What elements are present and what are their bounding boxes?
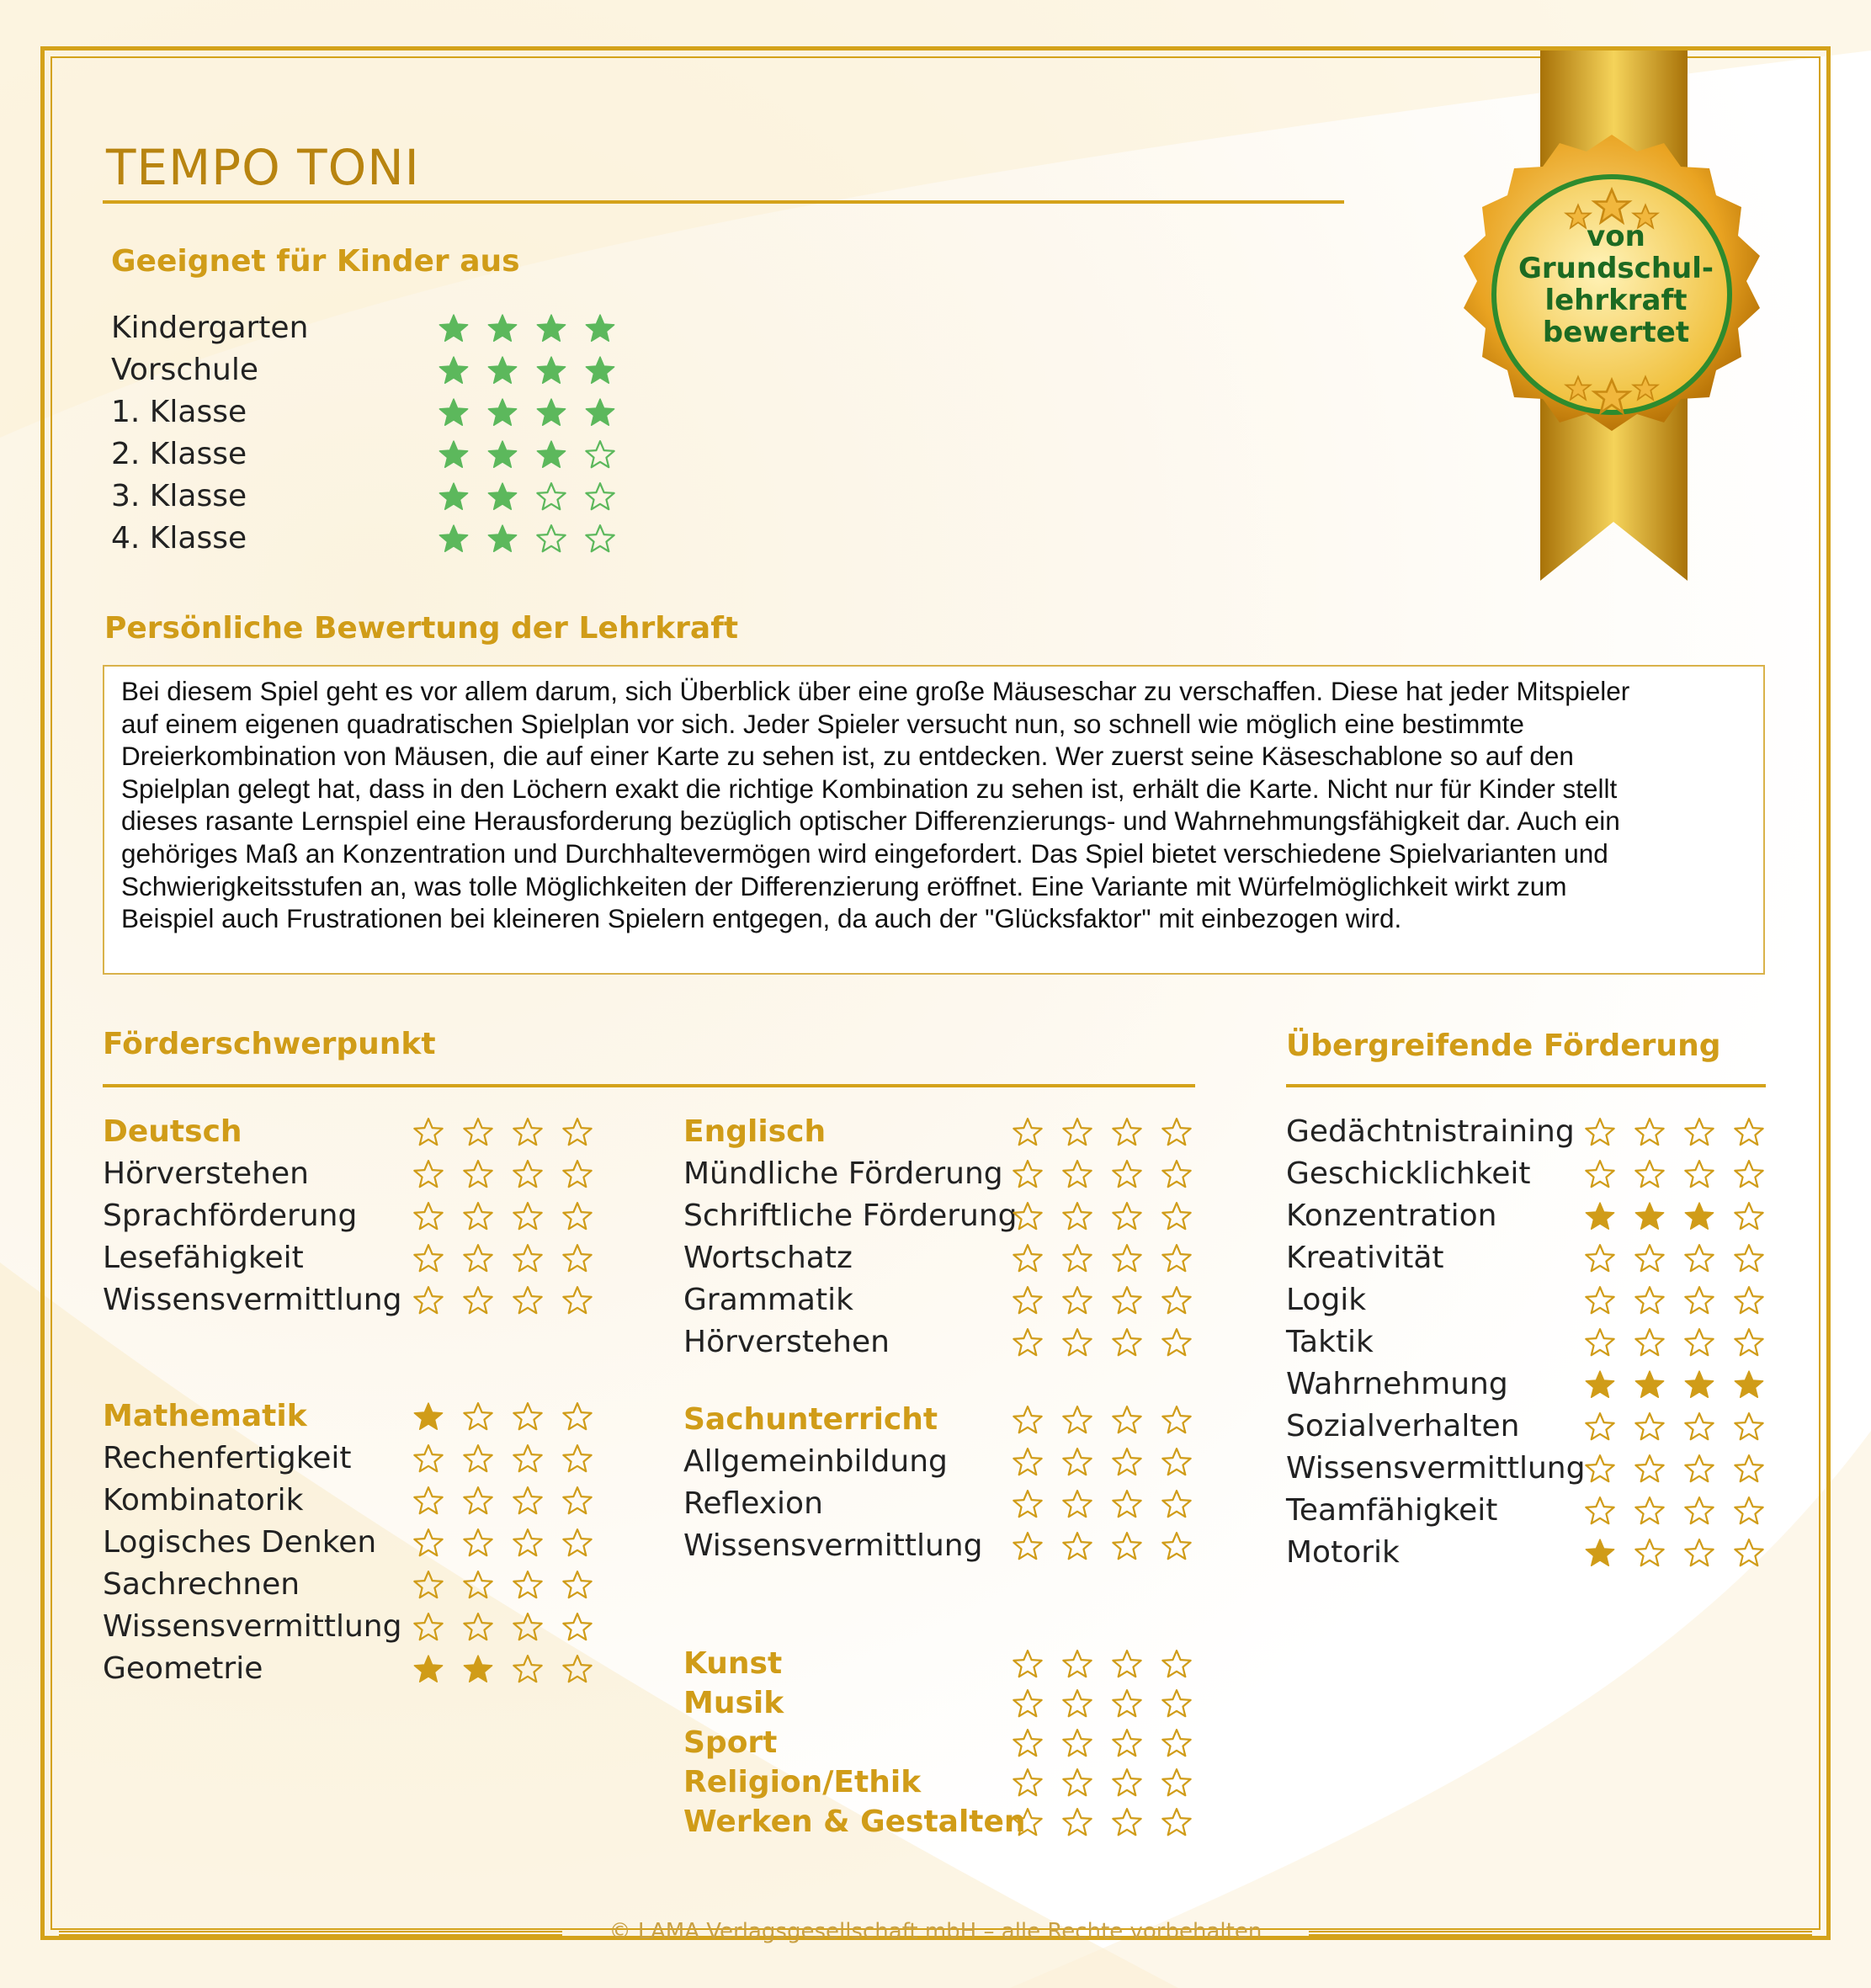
star-rating — [1012, 1399, 1210, 1441]
footer-copyright: © LAMA Verlagsgesellschaft mbH – alle Rechte vorbehalten — [609, 1919, 1262, 1944]
star-empty-icon — [512, 1569, 544, 1601]
review-text — [121, 675, 1737, 935]
star-filled-icon — [486, 312, 518, 344]
category-heading: Religion/Ethik — [683, 1765, 922, 1799]
star-empty-icon — [1111, 1488, 1143, 1520]
star-empty-icon — [561, 1284, 593, 1316]
star-filled-icon — [584, 396, 616, 428]
review-heading: Persönliche Bewertung der Lehrkraft — [104, 611, 739, 646]
foerder-underline — [103, 1084, 1195, 1087]
star-empty-icon — [561, 1485, 593, 1517]
star-filled-icon — [1584, 1200, 1616, 1232]
category-heading: Deutsch — [103, 1114, 242, 1149]
star-filled-icon — [1683, 1369, 1715, 1401]
star-filled-icon — [486, 396, 518, 428]
star-empty-icon — [462, 1443, 494, 1475]
star-rating — [412, 1522, 611, 1564]
star-rating — [1584, 1237, 1783, 1279]
star-empty-icon — [1012, 1727, 1044, 1759]
star-empty-icon — [512, 1158, 544, 1190]
star-empty-icon — [412, 1284, 444, 1316]
star-empty-icon — [1111, 1767, 1143, 1799]
star-empty-icon — [512, 1116, 544, 1148]
rating-label: Grammatik — [683, 1283, 853, 1317]
rating-label: Wissensvermittlung — [683, 1528, 983, 1563]
star-empty-icon — [412, 1611, 444, 1643]
star-filled-icon — [1634, 1369, 1666, 1401]
rating-label: Kreativität — [1286, 1241, 1444, 1275]
star-empty-icon — [1584, 1242, 1616, 1274]
star-rating — [1012, 1525, 1210, 1567]
star-empty-icon — [561, 1611, 593, 1643]
star-empty-icon — [1111, 1404, 1143, 1436]
star-rating — [1012, 1321, 1210, 1363]
rating-label: Hörverstehen — [683, 1325, 890, 1359]
page-title: TEMPO TONI — [106, 139, 420, 196]
rating-label: Sachrechnen — [103, 1567, 300, 1602]
star-empty-icon — [1733, 1326, 1765, 1358]
star-empty-icon — [1061, 1530, 1093, 1562]
review-line: gehöriges Maß an Konzentration und Durchhaltevermögen wird eingefordert. Das Spiel bietet verschiedene Spielvarianten und — [121, 837, 1608, 869]
star-empty-icon — [1161, 1488, 1193, 1520]
rating-label: Sprachförderung — [103, 1199, 358, 1233]
star-empty-icon — [1634, 1326, 1666, 1358]
star-rating — [1584, 1111, 1783, 1153]
age-label: 4. Klasse — [111, 521, 247, 555]
star-rating — [1584, 1406, 1783, 1448]
star-empty-icon — [412, 1485, 444, 1517]
star-empty-icon — [462, 1401, 494, 1433]
star-empty-icon — [1061, 1158, 1093, 1190]
uebergreifend-underline — [1286, 1084, 1766, 1087]
star-empty-icon — [1012, 1488, 1044, 1520]
title-underline — [103, 200, 1344, 204]
star-empty-icon — [1012, 1116, 1044, 1148]
star-rating — [438, 307, 633, 349]
star-empty-icon — [1061, 1284, 1093, 1316]
star-empty-icon — [1111, 1116, 1143, 1148]
star-empty-icon — [1584, 1495, 1616, 1527]
star-rating — [412, 1395, 611, 1438]
rating-label: Taktik — [1286, 1325, 1374, 1359]
star-empty-icon — [561, 1242, 593, 1274]
star-empty-icon — [1161, 1648, 1193, 1680]
star-filled-icon — [486, 481, 518, 513]
star-filled-icon — [535, 312, 567, 344]
star-filled-icon — [535, 439, 567, 470]
star-filled-icon — [438, 312, 470, 344]
star-empty-icon — [1733, 1453, 1765, 1485]
star-empty-icon — [1161, 1158, 1193, 1190]
star-filled-icon — [438, 439, 470, 470]
star-empty-icon — [1733, 1284, 1765, 1316]
star-rating — [1584, 1279, 1783, 1321]
star-empty-icon — [1161, 1446, 1193, 1478]
star-empty-icon — [561, 1158, 593, 1190]
star-filled-icon — [1733, 1369, 1765, 1401]
category-heading: Sachunterricht — [683, 1402, 938, 1437]
star-empty-icon — [1161, 1200, 1193, 1232]
star-empty-icon — [1584, 1284, 1616, 1316]
star-rating — [1584, 1448, 1783, 1490]
badge-line-4: bewertet — [1542, 316, 1690, 349]
star-empty-icon — [512, 1527, 544, 1559]
star-empty-icon — [1161, 1326, 1193, 1358]
star-empty-icon — [1061, 1767, 1093, 1799]
star-filled-icon — [535, 354, 567, 386]
review-line: Beispiel auch Frustrationen bei kleineren Spielern entgegen, da auch der "Glücksfaktor" mit einbezogen wird. — [121, 903, 1402, 934]
star-empty-icon — [1161, 1530, 1193, 1562]
star-empty-icon — [1584, 1453, 1616, 1485]
category-heading: Werken & Gestalten — [683, 1805, 1026, 1839]
star-rating — [438, 476, 633, 518]
star-filled-icon — [1584, 1537, 1616, 1569]
star-empty-icon — [1111, 1530, 1143, 1562]
star-empty-icon — [1111, 1200, 1143, 1232]
rating-label: Geometrie — [103, 1651, 263, 1686]
star-empty-icon — [1111, 1806, 1143, 1838]
star-empty-icon — [512, 1401, 544, 1433]
review-line: Bei diesem Spiel geht es vor allem darum, sich Überblick über eine große Mäuseschar zu verschaffen. Diese hat jeder Mitspieler — [121, 676, 1630, 706]
star-empty-icon — [1683, 1537, 1715, 1569]
star-filled-icon — [486, 354, 518, 386]
star-filled-icon — [1683, 1200, 1715, 1232]
rating-label: Wortschatz — [683, 1241, 853, 1275]
star-rating — [412, 1195, 611, 1237]
rating-label: Gedächtnistraining — [1286, 1114, 1575, 1149]
star-rating — [438, 433, 633, 476]
star-filled-icon — [412, 1653, 444, 1685]
star-empty-icon — [1634, 1453, 1666, 1485]
star-filled-icon — [1634, 1200, 1666, 1232]
star-empty-icon — [1012, 1200, 1044, 1232]
category-heading: Kunst — [683, 1646, 783, 1681]
star-empty-icon — [584, 523, 616, 555]
star-empty-icon — [1012, 1688, 1044, 1720]
star-rating — [412, 1606, 611, 1648]
star-rating — [1012, 1111, 1210, 1153]
star-empty-icon — [462, 1569, 494, 1601]
foerder-heading: Förderschwerpunkt — [103, 1027, 436, 1061]
star-rating — [1584, 1195, 1783, 1237]
rating-label: Reflexion — [683, 1486, 823, 1521]
star-rating — [1584, 1363, 1783, 1406]
star-rating — [412, 1153, 611, 1195]
star-empty-icon — [1111, 1727, 1143, 1759]
star-empty-icon — [1733, 1495, 1765, 1527]
star-rating — [1012, 1483, 1210, 1525]
star-empty-icon — [535, 481, 567, 513]
star-empty-icon — [512, 1443, 544, 1475]
star-empty-icon — [1634, 1411, 1666, 1443]
star-empty-icon — [1061, 1488, 1093, 1520]
star-empty-icon — [512, 1242, 544, 1274]
rating-label: Mündliche Förderung — [683, 1156, 1003, 1191]
age-heading: Geeignet für Kinder aus — [111, 244, 520, 279]
star-empty-icon — [1683, 1411, 1715, 1443]
star-empty-icon — [462, 1116, 494, 1148]
star-empty-icon — [1061, 1116, 1093, 1148]
rating-label: Wissensvermittlung — [103, 1283, 402, 1317]
star-rating — [1012, 1722, 1210, 1764]
review-line: Spielplan gelegt hat, dass in den Löchern exakt die richtige Kombination zu sehen ist, erhält die Karte. Nicht nur für Kinder stellt — [121, 773, 1618, 804]
age-label: 3. Klasse — [111, 479, 247, 513]
star-empty-icon — [1012, 1806, 1044, 1838]
star-filled-icon — [486, 439, 518, 470]
star-empty-icon — [1012, 1530, 1044, 1562]
star-empty-icon — [584, 481, 616, 513]
star-empty-icon — [1161, 1688, 1193, 1720]
star-rating — [1012, 1237, 1210, 1279]
star-empty-icon — [1683, 1158, 1715, 1190]
star-empty-icon — [561, 1401, 593, 1433]
star-empty-icon — [512, 1611, 544, 1643]
star-filled-icon — [584, 354, 616, 386]
star-empty-icon — [412, 1116, 444, 1148]
star-empty-icon — [1634, 1495, 1666, 1527]
star-rating — [438, 391, 633, 433]
star-filled-icon — [412, 1401, 444, 1433]
rating-label: Sozialverhalten — [1286, 1409, 1520, 1443]
star-empty-icon — [412, 1242, 444, 1274]
star-empty-icon — [1584, 1158, 1616, 1190]
star-empty-icon — [1111, 1158, 1143, 1190]
rating-label: Teamfähigkeit — [1286, 1493, 1498, 1528]
star-empty-icon — [1161, 1727, 1193, 1759]
star-empty-icon — [412, 1569, 444, 1601]
star-empty-icon — [561, 1200, 593, 1232]
star-empty-icon — [1584, 1411, 1616, 1443]
star-filled-icon — [462, 1653, 494, 1685]
star-empty-icon — [561, 1527, 593, 1559]
rating-label: Hörverstehen — [103, 1156, 309, 1191]
star-empty-icon — [1161, 1767, 1193, 1799]
rating-label: Wissensvermittlung — [1286, 1451, 1586, 1486]
star-empty-icon — [1012, 1446, 1044, 1478]
star-empty-icon — [1012, 1284, 1044, 1316]
star-empty-icon — [462, 1158, 494, 1190]
star-empty-icon — [512, 1485, 544, 1517]
badge-label — [1498, 221, 1734, 348]
star-empty-icon — [512, 1653, 544, 1685]
star-empty-icon — [584, 439, 616, 470]
star-empty-icon — [412, 1443, 444, 1475]
star-empty-icon — [1733, 1242, 1765, 1274]
star-empty-icon — [535, 523, 567, 555]
star-empty-icon — [1584, 1116, 1616, 1148]
age-label: 1. Klasse — [111, 395, 247, 429]
rating-label: Schriftliche Förderung — [683, 1199, 1018, 1233]
star-empty-icon — [1634, 1284, 1666, 1316]
category-heading: Mathematik — [103, 1399, 307, 1433]
star-rating — [412, 1279, 611, 1321]
star-empty-icon — [1683, 1284, 1715, 1316]
star-filled-icon — [584, 312, 616, 344]
review-line: Schwierigkeitsstufen an, was tolle Möglichkeiten der Differenzierung eröffnet. Eine Variante mit Würfelmöglichkeit wirkt zum — [121, 870, 1567, 901]
star-rating — [1012, 1441, 1210, 1483]
star-empty-icon — [561, 1569, 593, 1601]
star-rating — [438, 349, 633, 391]
star-rating — [1012, 1279, 1210, 1321]
star-empty-icon — [1683, 1495, 1715, 1527]
star-empty-icon — [1161, 1404, 1193, 1436]
star-rating — [412, 1564, 611, 1606]
rating-label: Logisches Denken — [103, 1525, 377, 1560]
star-empty-icon — [1012, 1648, 1044, 1680]
star-rating — [412, 1480, 611, 1522]
star-filled-icon — [438, 354, 470, 386]
star-empty-icon — [462, 1485, 494, 1517]
star-filled-icon — [438, 481, 470, 513]
star-filled-icon — [486, 523, 518, 555]
age-label: 2. Klasse — [111, 437, 247, 471]
star-empty-icon — [561, 1653, 593, 1685]
review-line: auf einem eigenen quadratischen Spielplan vor sich. Jeder Spieler versucht nun, so schnell wie möglich eine bestimmte — [121, 708, 1524, 739]
star-empty-icon — [462, 1284, 494, 1316]
star-empty-icon — [1634, 1537, 1666, 1569]
star-rating — [1584, 1532, 1783, 1574]
star-empty-icon — [1111, 1326, 1143, 1358]
review-line: dieses rasante Lernspiel eine Herausforderung bezüglich optischer Differenzierungs- und Wahrnehmungsfähigkeit dar. Auch ein — [121, 805, 1620, 837]
category-heading: Englisch — [683, 1114, 827, 1149]
star-rating — [1012, 1153, 1210, 1195]
star-rating — [438, 518, 633, 560]
rating-label: Motorik — [1286, 1535, 1400, 1570]
star-empty-icon — [1111, 1242, 1143, 1274]
star-rating — [1012, 1195, 1210, 1237]
star-empty-icon — [1061, 1326, 1093, 1358]
badge-line-2: Grundschul- — [1518, 252, 1714, 285]
star-filled-icon — [438, 396, 470, 428]
star-empty-icon — [1733, 1200, 1765, 1232]
star-empty-icon — [1061, 1242, 1093, 1274]
star-empty-icon — [512, 1284, 544, 1316]
star-empty-icon — [1012, 1242, 1044, 1274]
star-empty-icon — [1012, 1326, 1044, 1358]
rating-label: Logik — [1286, 1283, 1367, 1317]
star-rating — [1012, 1762, 1210, 1804]
star-empty-icon — [1161, 1806, 1193, 1838]
rating-label: Rechenfertigkeit — [103, 1441, 352, 1475]
star-empty-icon — [1061, 1648, 1093, 1680]
star-empty-icon — [1061, 1446, 1093, 1478]
star-empty-icon — [1012, 1158, 1044, 1190]
star-rating — [1584, 1153, 1783, 1195]
category-heading: Musik — [683, 1686, 784, 1720]
star-rating — [412, 1438, 611, 1480]
star-filled-icon — [535, 396, 567, 428]
star-empty-icon — [1634, 1242, 1666, 1274]
star-empty-icon — [1061, 1200, 1093, 1232]
star-empty-icon — [1683, 1116, 1715, 1148]
star-filled-icon — [438, 523, 470, 555]
star-empty-icon — [1061, 1688, 1093, 1720]
star-empty-icon — [1733, 1116, 1765, 1148]
rating-label: Geschicklichkeit — [1286, 1156, 1531, 1191]
star-empty-icon — [1683, 1326, 1715, 1358]
star-empty-icon — [1634, 1116, 1666, 1148]
star-empty-icon — [1733, 1158, 1765, 1190]
star-empty-icon — [1012, 1404, 1044, 1436]
star-empty-icon — [1683, 1242, 1715, 1274]
star-empty-icon — [462, 1611, 494, 1643]
badge-line-1: von — [1587, 220, 1645, 253]
star-rating — [1012, 1643, 1210, 1685]
star-rating — [412, 1237, 611, 1279]
star-empty-icon — [1683, 1453, 1715, 1485]
star-empty-icon — [412, 1200, 444, 1232]
uebergreifend-heading: Übergreifende Förderung — [1286, 1029, 1721, 1063]
star-empty-icon — [462, 1527, 494, 1559]
star-empty-icon — [1161, 1284, 1193, 1316]
badge-line-3: lehrkraft — [1544, 284, 1688, 317]
star-empty-icon — [462, 1200, 494, 1232]
star-rating — [1584, 1321, 1783, 1363]
rating-label: Konzentration — [1286, 1199, 1497, 1233]
star-rating — [1012, 1801, 1210, 1843]
rating-label: Lesefähigkeit — [103, 1241, 304, 1275]
star-rating — [412, 1648, 611, 1690]
age-label: Vorschule — [111, 353, 258, 387]
star-empty-icon — [1061, 1806, 1093, 1838]
star-empty-icon — [1161, 1242, 1193, 1274]
rating-label: Kombinatorik — [103, 1483, 304, 1518]
star-empty-icon — [1111, 1688, 1143, 1720]
star-empty-icon — [1634, 1158, 1666, 1190]
star-filled-icon — [1584, 1369, 1616, 1401]
star-empty-icon — [412, 1158, 444, 1190]
star-empty-icon — [462, 1242, 494, 1274]
rating-label: Allgemeinbildung — [683, 1444, 948, 1479]
star-empty-icon — [1061, 1727, 1093, 1759]
star-empty-icon — [1012, 1767, 1044, 1799]
review-line: Dreierkombination von Mäusen, die auf einer Karte zu sehen ist, zu entdecken. Wer zuerst seine Käseschablone so auf den — [121, 741, 1574, 772]
star-rating — [412, 1111, 611, 1153]
star-rating — [1012, 1682, 1210, 1725]
star-empty-icon — [561, 1443, 593, 1475]
star-empty-icon — [512, 1200, 544, 1232]
rating-label: Wahrnehmung — [1286, 1367, 1508, 1401]
star-empty-icon — [561, 1116, 593, 1148]
rating-label: Wissensvermittlung — [103, 1609, 402, 1644]
category-heading: Sport — [683, 1725, 778, 1760]
star-empty-icon — [1061, 1404, 1093, 1436]
star-empty-icon — [1111, 1648, 1143, 1680]
star-empty-icon — [1161, 1116, 1193, 1148]
star-rating — [1584, 1490, 1783, 1532]
star-empty-icon — [1111, 1446, 1143, 1478]
star-empty-icon — [1733, 1411, 1765, 1443]
star-empty-icon — [1584, 1326, 1616, 1358]
age-label: Kindergarten — [111, 311, 309, 345]
star-empty-icon — [1111, 1284, 1143, 1316]
star-empty-icon — [1733, 1537, 1765, 1569]
star-empty-icon — [412, 1527, 444, 1559]
